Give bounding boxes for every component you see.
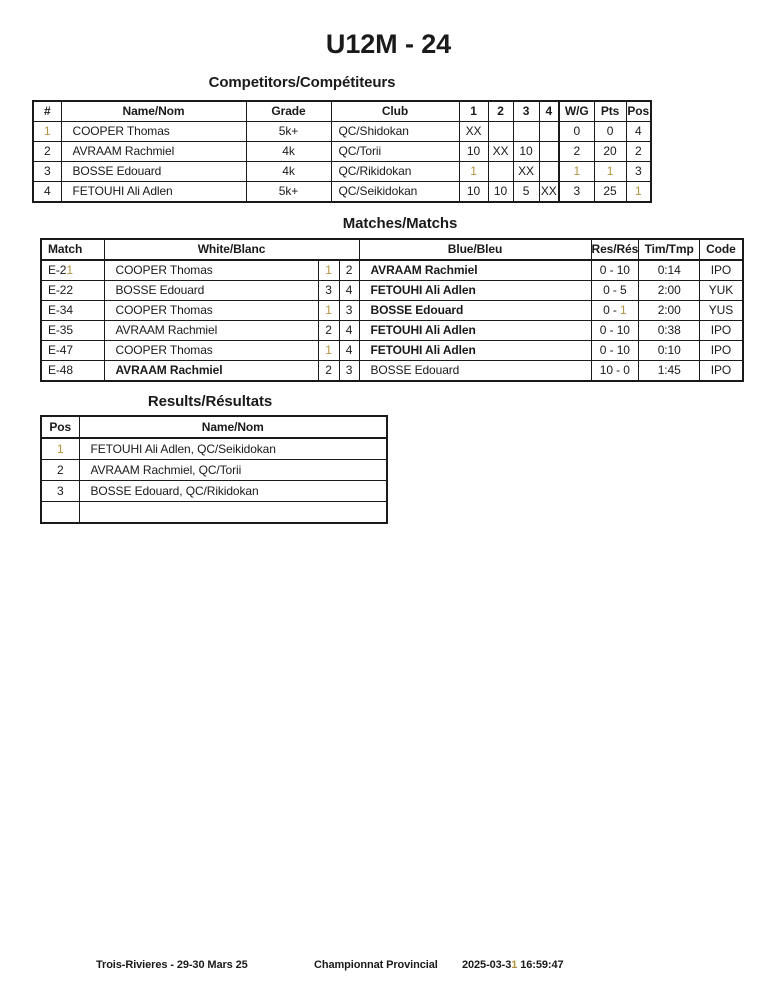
footer-event-location: Trois-Rivieres - 29-30 Mars 25 xyxy=(96,959,248,971)
footer-time: 16:59:47 xyxy=(520,959,564,971)
result-position: 2 xyxy=(41,460,79,481)
game-result: XX xyxy=(539,182,559,203)
competitor-club: QC/Seikidokan xyxy=(331,182,459,203)
match-row xyxy=(41,321,743,341)
white-name: AVRAAM Rachmiel xyxy=(104,361,318,382)
competitor-club: QC/Torii xyxy=(331,142,459,162)
competitor-position xyxy=(626,182,651,203)
game-result: XX xyxy=(459,122,488,142)
competitor-wins: 3 xyxy=(559,182,594,203)
white-number: 3 xyxy=(318,281,339,301)
competitor-row xyxy=(33,142,651,162)
match-result: 10 - 0 xyxy=(591,361,639,382)
white-number: 2 xyxy=(318,361,339,382)
game-result: XX xyxy=(513,162,539,182)
match-time: 0:38 xyxy=(639,321,700,341)
game-result xyxy=(513,122,539,142)
col-header-white: White/Blanc xyxy=(104,239,359,260)
result-position: 3 xyxy=(41,481,79,502)
col-header-result: Res/Rés xyxy=(591,239,639,260)
game-result: XX xyxy=(488,142,513,162)
match-code: YUS xyxy=(700,301,743,321)
competitor-club: QC/Rikidokan xyxy=(331,162,459,182)
result-row xyxy=(41,481,387,502)
game-result xyxy=(539,142,559,162)
col-header-match: Match xyxy=(41,239,104,260)
game-result: 10 xyxy=(488,182,513,203)
match-row xyxy=(41,281,743,301)
match-result: 0 - 10 xyxy=(591,260,639,281)
match-result: 0 - 10 xyxy=(591,341,639,361)
col-header-name: Name/Nom xyxy=(61,101,246,122)
match-id: E-21 xyxy=(41,260,104,281)
game-result: 10 xyxy=(459,142,488,162)
competitor-number: 3 xyxy=(33,162,61,182)
match-code: IPO xyxy=(700,341,743,361)
match-time: 0:10 xyxy=(639,341,700,361)
competitor-points xyxy=(594,162,626,182)
col-header-points: Pts xyxy=(594,101,626,122)
competitor-name: BOSSE Edouard xyxy=(61,162,246,182)
game-result xyxy=(488,122,513,142)
competitor-wins: 0 xyxy=(559,122,594,142)
competitor-row xyxy=(33,122,651,142)
match-code: IPO xyxy=(700,260,743,281)
result-name: FETOUHI Ali Adlen, QC/Seikidokan xyxy=(79,438,387,460)
col-header-club: Club xyxy=(331,101,459,122)
page-title: U12M - 24 xyxy=(325,29,452,59)
col-header-game4: 4 xyxy=(539,101,559,122)
gold-one-digit: 1 xyxy=(66,263,73,277)
match-row xyxy=(41,301,743,321)
col-header-wins: W/G xyxy=(559,101,594,122)
game-result xyxy=(459,162,488,182)
competitor-number: 4 xyxy=(33,182,61,203)
result-name xyxy=(79,502,387,524)
match-row xyxy=(41,341,743,361)
gold-one-digit: 1 xyxy=(325,263,332,277)
footer-event-name: Championnat Provincial xyxy=(314,959,438,971)
blue-number: 4 xyxy=(339,281,359,301)
white-number xyxy=(318,341,339,361)
game-result xyxy=(539,162,559,182)
matches-table xyxy=(40,238,744,382)
col-header-position: Pos xyxy=(41,416,79,438)
competitor-points: 25 xyxy=(594,182,626,203)
competitor-wins xyxy=(559,162,594,182)
gold-one-digit: 1 xyxy=(43,124,51,138)
col-header-blue: Blue/Bleu xyxy=(359,239,591,260)
match-code: IPO xyxy=(700,361,743,382)
results-section-heading: Results/Résultats xyxy=(147,393,273,410)
match-result: 0 - 10 xyxy=(591,321,639,341)
matches-header-row xyxy=(41,239,743,260)
match-id: E-35 xyxy=(41,321,104,341)
competitor-row xyxy=(33,162,651,182)
col-header-game1: 1 xyxy=(459,101,488,122)
blue-name: FETOUHI Ali Adlen xyxy=(359,321,591,341)
blue-number: 2 xyxy=(339,260,359,281)
blue-number: 4 xyxy=(339,341,359,361)
match-time: 2:00 xyxy=(639,281,700,301)
col-header-number: # xyxy=(33,101,61,122)
match-row xyxy=(41,361,743,382)
competitors-table xyxy=(32,100,652,203)
white-number xyxy=(318,301,339,321)
col-header-game3: 3 xyxy=(513,101,539,122)
blue-number: 3 xyxy=(339,361,359,382)
blue-name: FETOUHI Ali Adlen xyxy=(359,341,591,361)
match-id: E-22 xyxy=(41,281,104,301)
competitors-header-row xyxy=(33,101,651,122)
gold-one-digit: 1 xyxy=(573,164,581,178)
footer-timestamp xyxy=(462,959,563,971)
match-id: E-48 xyxy=(41,361,104,382)
result-row xyxy=(41,438,387,460)
match-result: 0 - 5 xyxy=(591,281,639,301)
result-position xyxy=(41,502,79,524)
match-id: E-47 xyxy=(41,341,104,361)
gold-one-digit: 1 xyxy=(606,164,614,178)
competitors-section-heading: Competitors/Compétiteurs xyxy=(208,74,396,91)
match-code: YUK xyxy=(700,281,743,301)
gold-one-digit: 1 xyxy=(325,343,332,357)
gold-one-digit: 1 xyxy=(325,303,332,317)
white-name: AVRAAM Rachmiel xyxy=(104,321,318,341)
white-name: COOPER Thomas xyxy=(104,301,318,321)
competitor-grade: 5k+ xyxy=(246,182,331,203)
match-time: 0:14 xyxy=(639,260,700,281)
game-result: 10 xyxy=(459,182,488,203)
col-header-code: Code xyxy=(700,239,743,260)
competitor-points: 0 xyxy=(594,122,626,142)
competitor-club: QC/Shidokan xyxy=(331,122,459,142)
gold-one-digit: 1 xyxy=(634,184,642,198)
blue-number: 4 xyxy=(339,321,359,341)
match-time: 2:00 xyxy=(639,301,700,321)
result-name: BOSSE Edouard, QC/Rikidokan xyxy=(79,481,387,502)
competitor-points: 20 xyxy=(594,142,626,162)
white-name: COOPER Thomas xyxy=(104,341,318,361)
blue-number: 3 xyxy=(339,301,359,321)
col-header-game2: 2 xyxy=(488,101,513,122)
col-header-time: Tim/Tmp xyxy=(639,239,700,260)
col-header-name: Name/Nom xyxy=(79,416,387,438)
result-name: AVRAAM Rachmiel, QC/Torii xyxy=(79,460,387,481)
competitor-name: FETOUHI Ali Adlen xyxy=(61,182,246,203)
blue-name: BOSSE Edouard xyxy=(359,361,591,382)
col-header-position: Pos xyxy=(626,101,651,122)
blue-name: AVRAAM Rachmiel xyxy=(359,260,591,281)
results-header-row xyxy=(41,416,387,438)
game-result: 10 xyxy=(513,142,539,162)
results-table xyxy=(40,415,388,524)
competitor-grade: 5k+ xyxy=(246,122,331,142)
gold-one-digit: 1 xyxy=(56,442,64,456)
match-result: 0 - 1 xyxy=(591,301,639,321)
competitor-number xyxy=(33,122,61,142)
result-row xyxy=(41,460,387,481)
white-number: 2 xyxy=(318,321,339,341)
competitor-position: 3 xyxy=(626,162,651,182)
match-row xyxy=(41,260,743,281)
competitor-name: COOPER Thomas xyxy=(61,122,246,142)
gold-one-digit: 1 xyxy=(620,303,627,317)
col-header-grade: Grade xyxy=(246,101,331,122)
competitor-grade: 4k xyxy=(246,162,331,182)
game-result: 5 xyxy=(513,182,539,203)
competitor-name: AVRAAM Rachmiel xyxy=(61,142,246,162)
competitor-number: 2 xyxy=(33,142,61,162)
competitor-row xyxy=(33,182,651,203)
match-time: 1:45 xyxy=(639,361,700,382)
match-id: E-34 xyxy=(41,301,104,321)
competitor-position: 4 xyxy=(626,122,651,142)
game-result xyxy=(488,162,513,182)
competitor-grade: 4k xyxy=(246,142,331,162)
gold-one-digit: 1 xyxy=(511,959,518,971)
white-number xyxy=(318,260,339,281)
footer-date: 2025-03-31 xyxy=(462,959,518,971)
white-name: BOSSE Edouard xyxy=(104,281,318,301)
competitor-position: 2 xyxy=(626,142,651,162)
matches-section-heading: Matches/Matchs xyxy=(342,215,458,232)
white-name: COOPER Thomas xyxy=(104,260,318,281)
match-code: IPO xyxy=(700,321,743,341)
result-row xyxy=(41,502,387,524)
result-position xyxy=(41,438,79,460)
blue-name: FETOUHI Ali Adlen xyxy=(359,281,591,301)
competitor-wins: 2 xyxy=(559,142,594,162)
blue-name: BOSSE Edouard xyxy=(359,301,591,321)
gold-one-digit: 1 xyxy=(470,164,477,178)
game-result xyxy=(539,122,559,142)
